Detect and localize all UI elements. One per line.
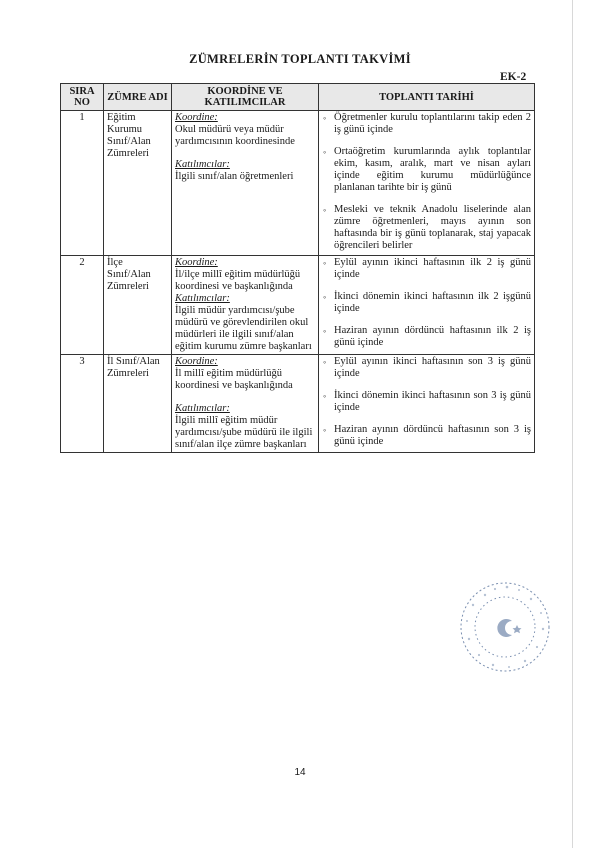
date-item bbox=[322, 146, 531, 194]
coordination-text: İl millî eğitim müdürlüğü koordinesi ve başkanlığında bbox=[175, 368, 293, 391]
date-item bbox=[322, 390, 531, 414]
crescent-icon bbox=[497, 619, 512, 637]
date-text: Eylül ayının ikinci haftasının son 3 iş günü içinde bbox=[334, 356, 531, 379]
coordination-label: Koordine: bbox=[175, 356, 218, 367]
date-text: Haziran ayının dördüncü haftasının son 3 iş günü içinde bbox=[334, 424, 531, 447]
date-text: Mesleki ve teknik Anadolu liselerinde alan zümre öğretmenleri, mayıs ayının son haftasında bir iş günü toplanarak, staj yapacak öğrencileri belirler bbox=[334, 204, 531, 251]
header-coordination: KOORDİNE VE KATILIMCILAR bbox=[172, 84, 319, 111]
coordination-cell bbox=[172, 111, 319, 256]
coordination-text: İl/ilçe millî eğitim müdürlüğü koordinesi ve başkanlığında bbox=[175, 269, 301, 292]
bullet-icon: ◦ bbox=[323, 357, 327, 367]
bullet-icon: ◦ bbox=[323, 258, 327, 268]
date-list bbox=[322, 112, 531, 252]
row-number: 3 bbox=[61, 355, 104, 453]
date-item bbox=[322, 356, 531, 380]
date-text: İkinci dönemin ikinci haftasının son 3 iş günü içinde bbox=[334, 390, 531, 413]
row-number: 2 bbox=[61, 256, 104, 355]
bullet-icon: ◦ bbox=[323, 205, 327, 215]
date-text: İkinci dönemin ikinci haftasının ilk 2 işgünü içinde bbox=[334, 291, 531, 314]
participants-text: İlgili millî eğitim müdür yardımcısı/şube müdürü ile ilgili sınıf/alan ilçe zümre başkanları bbox=[175, 415, 313, 450]
date-text: Öğretmenler kurulu toplantılarını takip eden 2 iş günü içinde bbox=[334, 112, 531, 135]
date-text: Haziran ayının dördüncü haftasının ilk 2 iş günü içinde bbox=[334, 325, 531, 348]
date-text: Eylül ayının ikinci haftasının ilk 2 iş günü içinde bbox=[334, 257, 531, 280]
date-text: Ortaöğretim kurumlarında aylık toplantılar ekim, kasım, aralık, mart ve nisan ayları içinde eğitim kurumu müdürlüğünce planlanan tarihte bir iş günü bbox=[334, 146, 531, 193]
table-row bbox=[61, 355, 535, 453]
bullet-icon: ◦ bbox=[323, 113, 327, 123]
bullet-icon: ◦ bbox=[323, 326, 327, 336]
group-name: İlçe Sınıf/Alan Zümreleri bbox=[104, 256, 172, 355]
coordination-cell bbox=[172, 355, 319, 453]
star-icon bbox=[513, 625, 522, 633]
group-name: İl Sınıf/Alan Zümreleri bbox=[104, 355, 172, 453]
table-row bbox=[61, 256, 535, 355]
coordination-label: Koordine: bbox=[175, 257, 218, 268]
participants-label: Katılımcılar: bbox=[175, 159, 230, 170]
dates-cell bbox=[319, 256, 535, 355]
table-row bbox=[61, 111, 535, 256]
participants-text: İlgili müdür yardımcısı/şube müdürü ve görevlendirilen okul müdürleri ile ilgili sınıf/alan eğitim kurumu zümre başkanları bbox=[175, 305, 312, 352]
date-item bbox=[322, 291, 531, 315]
table-body bbox=[61, 111, 535, 453]
coordination-cell bbox=[172, 256, 319, 355]
date-list bbox=[322, 356, 531, 448]
coordination-label: Koordine: bbox=[175, 112, 218, 123]
group-name: Eğitim Kurumu Sınıf/Alan Zümreleri bbox=[104, 111, 172, 256]
date-item bbox=[322, 325, 531, 349]
bullet-icon: ◦ bbox=[323, 292, 327, 302]
date-list bbox=[322, 257, 531, 349]
table-header-row bbox=[61, 84, 535, 111]
dates-cell bbox=[319, 355, 535, 453]
header-group: ZÜMRE ADI bbox=[104, 84, 172, 111]
participants-label: Katılımcılar: bbox=[175, 293, 230, 304]
participants-label: Katılımcılar: bbox=[175, 403, 230, 414]
date-item bbox=[322, 257, 531, 281]
header-no: SIRA NO bbox=[61, 84, 104, 111]
coordination-text: Okul müdürü veya müdür yardımcısının koordinesinde bbox=[175, 124, 295, 147]
participants-text: İlgili sınıf/alan öğretmenleri bbox=[175, 171, 294, 182]
date-item bbox=[322, 112, 531, 136]
page-number: 14 bbox=[294, 767, 306, 778]
date-item bbox=[322, 204, 531, 252]
row-number: 1 bbox=[61, 111, 104, 256]
meeting-schedule-table bbox=[60, 83, 535, 453]
dates-cell bbox=[319, 111, 535, 256]
page-edge-line bbox=[572, 0, 573, 848]
bullet-icon: ◦ bbox=[323, 391, 327, 401]
bullet-icon: ◦ bbox=[323, 147, 327, 157]
official-seal-icon bbox=[455, 577, 555, 677]
header-dates: TOPLANTI TARİHİ bbox=[319, 84, 535, 111]
page-title: ZÜMRELERİN TOPLANTI TAKVİMİ bbox=[189, 52, 411, 66]
bullet-icon: ◦ bbox=[323, 425, 327, 435]
annex-label: EK-2 bbox=[500, 71, 527, 83]
date-item bbox=[322, 424, 531, 448]
